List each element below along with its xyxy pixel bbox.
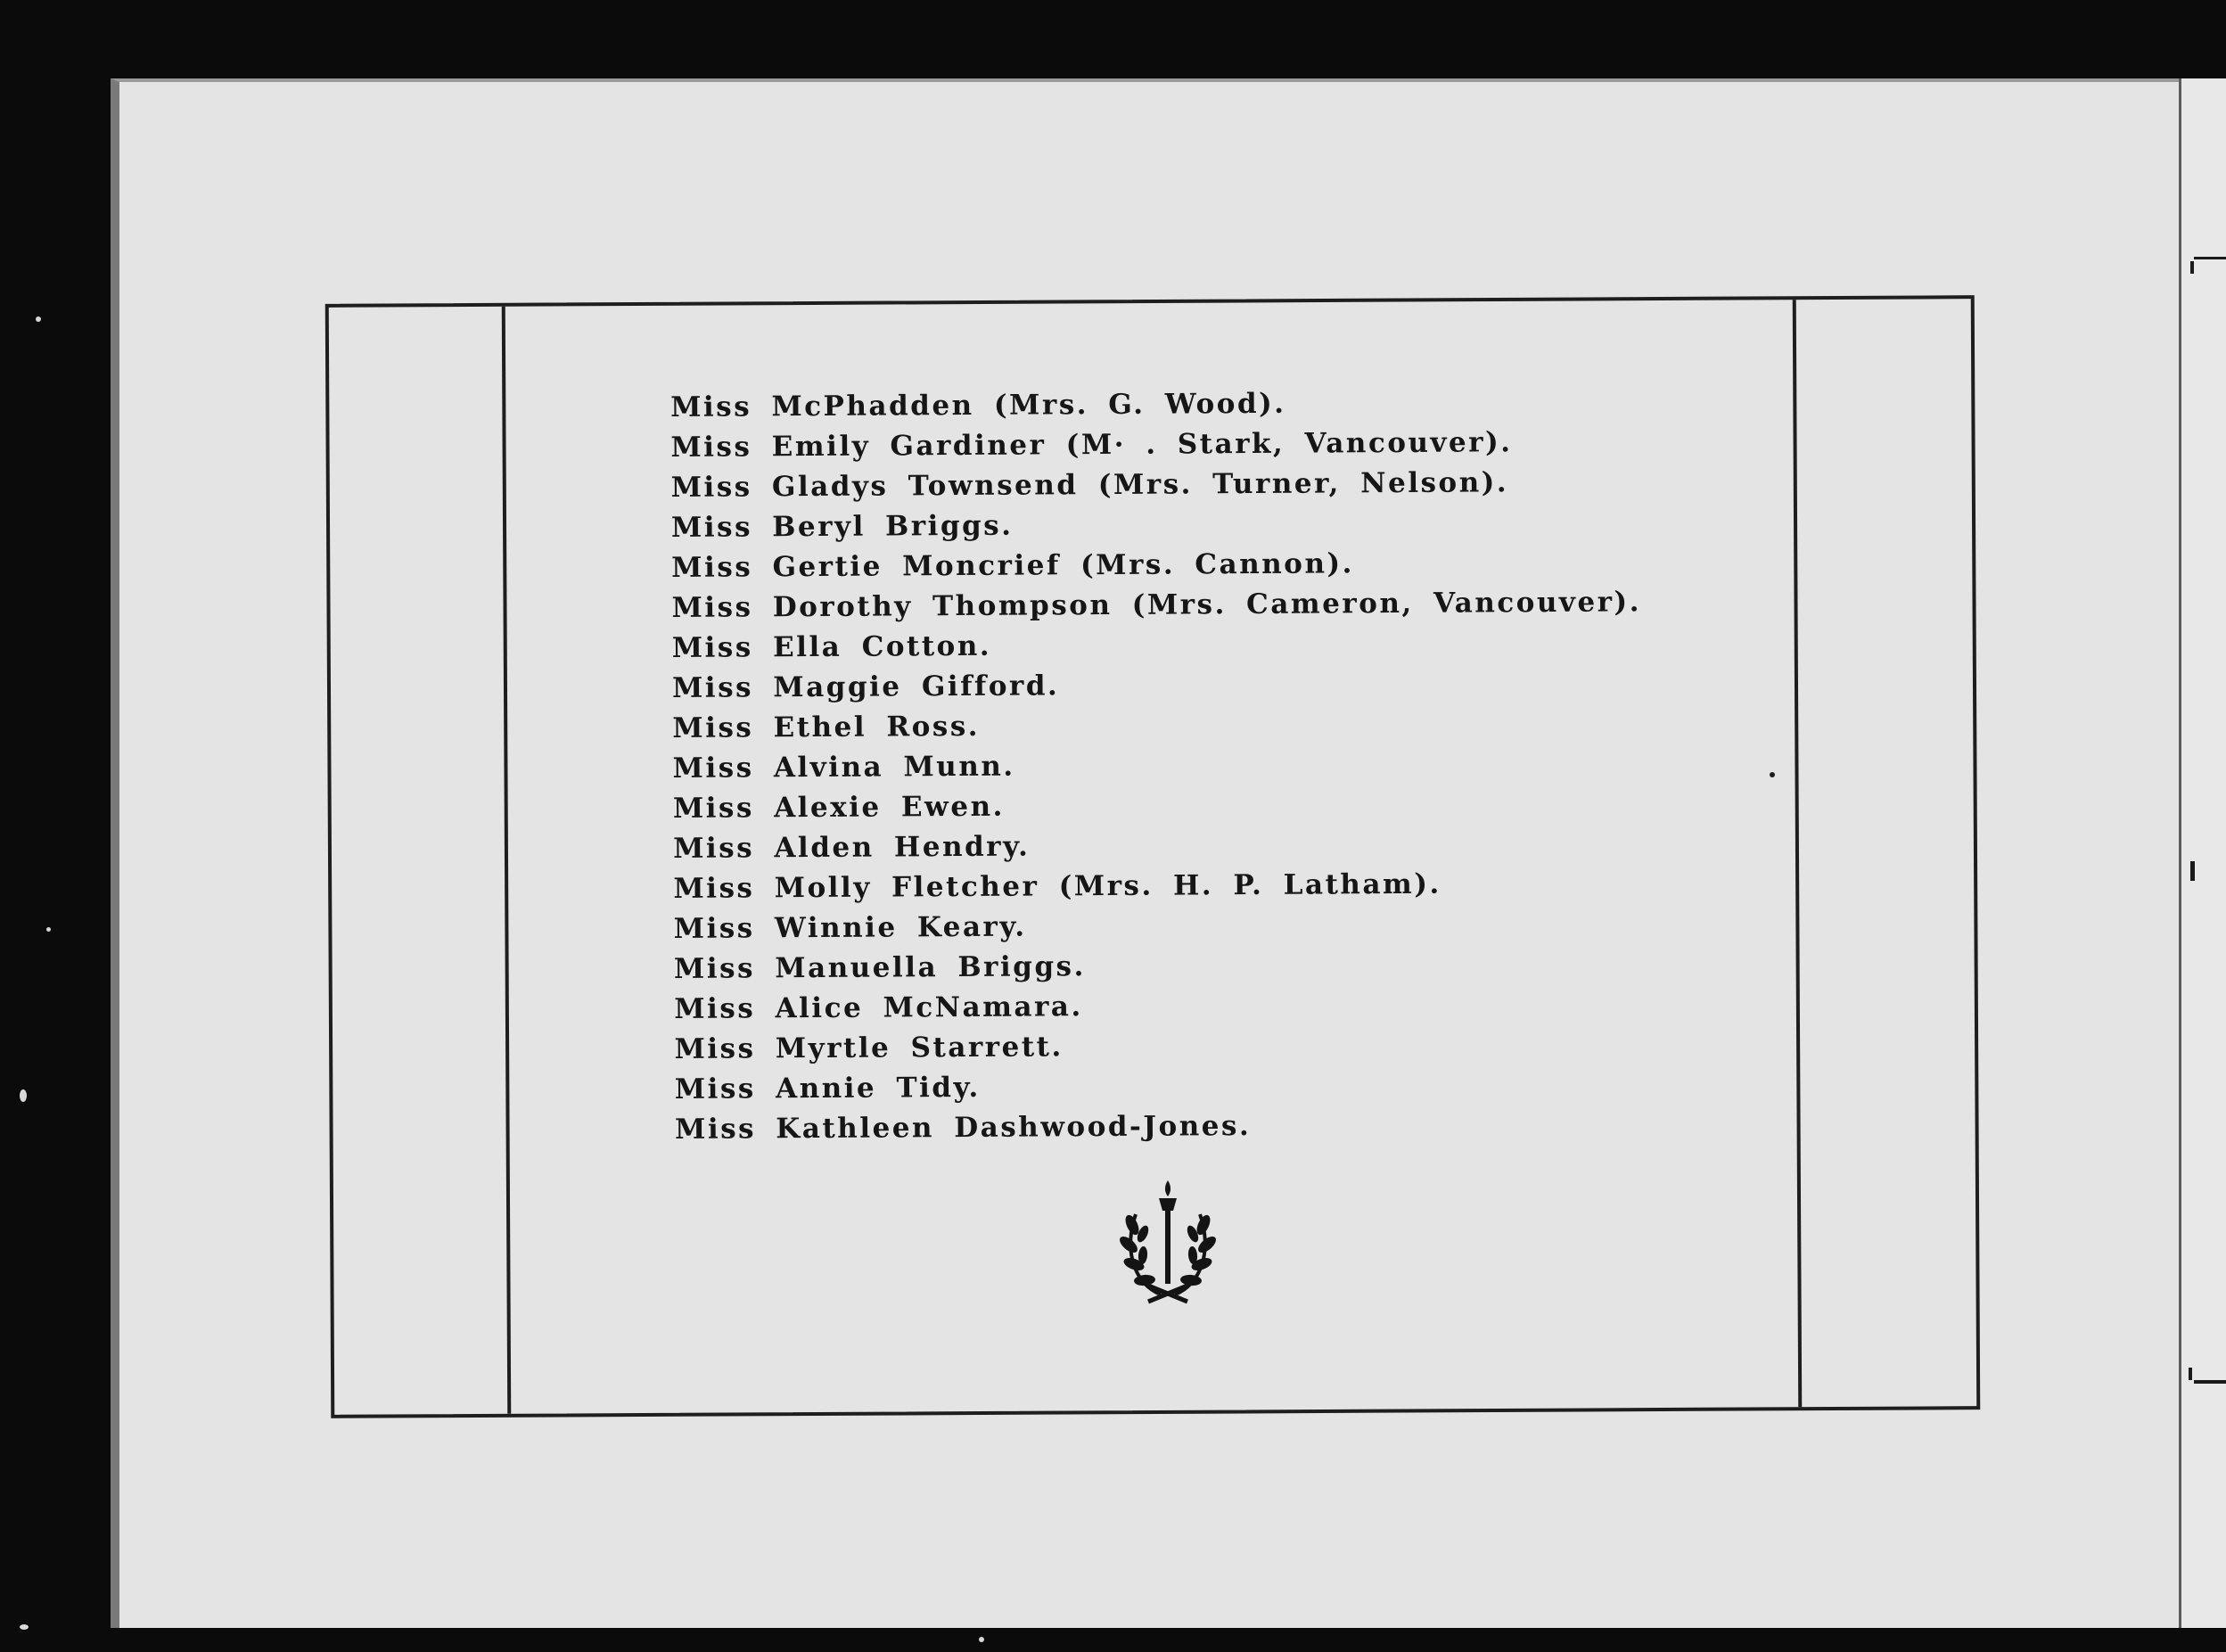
list-item: Miss Beryl Briggs. bbox=[670, 509, 1014, 544]
list-item: Miss Manuella Briggs. bbox=[673, 950, 1086, 985]
list-item: Miss Maggie Gifford. bbox=[671, 670, 1060, 704]
list-item: Miss Gladys Townsend (Mrs. Turner, Nelson). bbox=[670, 466, 1509, 504]
list-item: Miss Alice McNamara. bbox=[674, 990, 1083, 1025]
scan-speck bbox=[36, 316, 41, 322]
scan-speck bbox=[20, 1624, 29, 1630]
list-item: Miss Emily Gardiner (M· . Stark, Vancouver). bbox=[670, 426, 1513, 464]
scan-speck bbox=[20, 1089, 27, 1102]
scan-speck bbox=[46, 927, 51, 932]
right-margin-rule bbox=[1793, 300, 1803, 1407]
list-item: Miss Alden Hendry. bbox=[673, 830, 1031, 865]
list-item: Miss McPhadden (Mrs. G. Wood). bbox=[670, 387, 1286, 423]
list-item: Miss Myrtle Starrett. bbox=[674, 1031, 1064, 1065]
list-item: Miss Alexie Ewen. bbox=[672, 790, 1005, 825]
list-item: Miss Annie Tidy. bbox=[674, 1071, 981, 1105]
torch-wreath-icon bbox=[1114, 1179, 1221, 1312]
list-item: Miss Ella Cotton. bbox=[671, 629, 992, 664]
list-item: Miss Dorothy Thompson (Mrs. Cameron, Vancouver). bbox=[671, 586, 1642, 624]
name-list bbox=[670, 381, 1789, 1150]
scan-speck bbox=[1770, 772, 1775, 777]
list-item: Miss Gertie Moncrief (Mrs. Cannon). bbox=[671, 547, 1355, 584]
scan-speck bbox=[979, 1637, 984, 1642]
list-item: Miss Ethel Ross. bbox=[672, 710, 981, 744]
list-item: Miss Winnie Keary. bbox=[673, 910, 1027, 945]
list-item: Miss Alvina Munn. bbox=[672, 750, 1015, 785]
adjacent-page-edge bbox=[2179, 78, 2226, 1628]
left-margin-rule bbox=[502, 307, 512, 1414]
list-item: Miss Molly Fletcher (Mrs. H. P. Latham). bbox=[673, 867, 1442, 905]
list-item: Miss Kathleen Dashwood-Jones. bbox=[674, 1110, 1252, 1146]
